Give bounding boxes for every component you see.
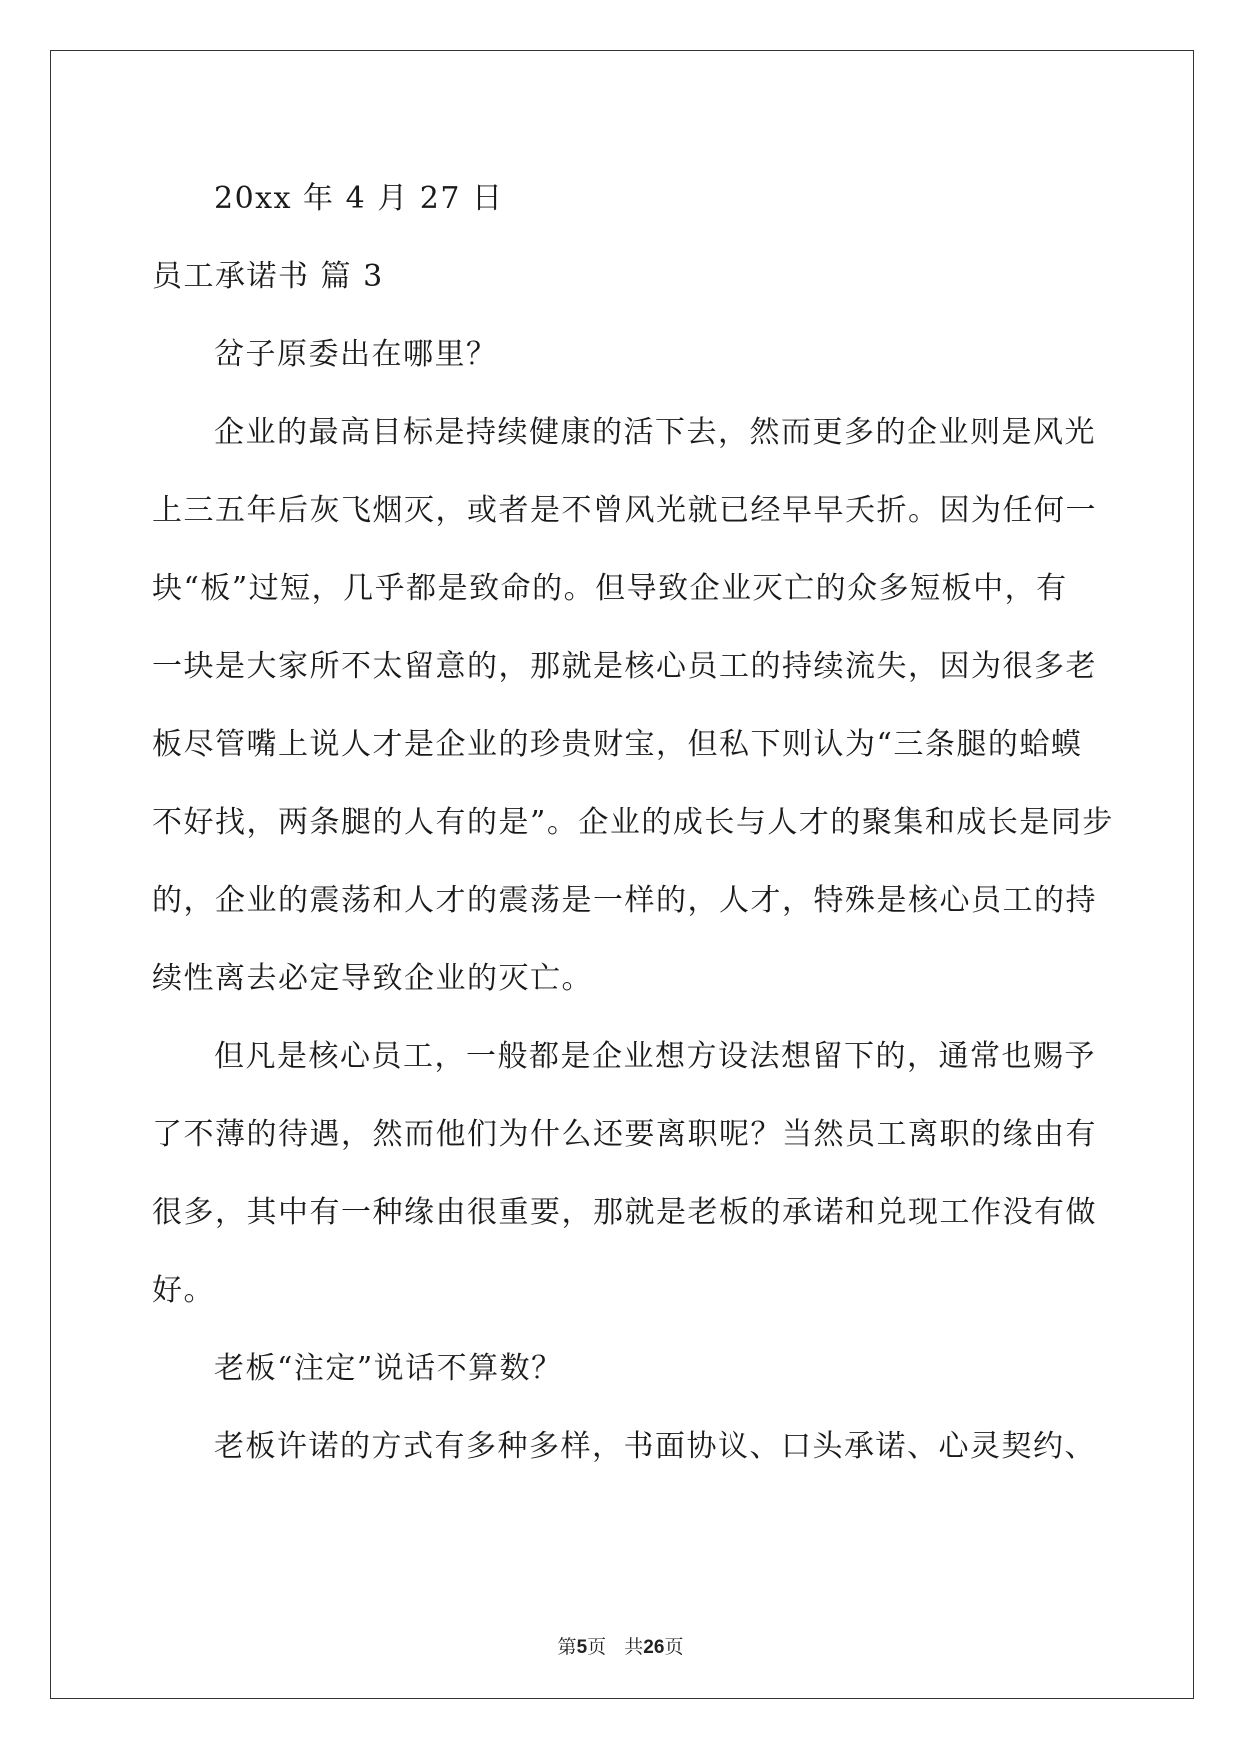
footer-total-suffix: 页 [664, 1636, 684, 1658]
text-line: 好。 [152, 1273, 215, 1308]
section-title: 员工承诺书 篇 3 [152, 259, 384, 294]
text-line: 岔子原委出在哪里？ [214, 337, 498, 372]
document-body [152, 160, 1114, 1486]
text-line: 但凡是核心员工，一般都是企业想方设法想留下的，通常也赐予 [214, 1039, 1096, 1074]
text-line: 上三五年后灰飞烟灭，或者是不曾风光就已经早早夭折。因为任何一 [152, 493, 1097, 528]
text-line: 的，企业的震荡和人才的震荡是一样的，人才，特殊是核心员工的持 [152, 883, 1097, 918]
text-line: 一块是大家所不太留意的，那就是核心员工的持续流失，因为很多老 [152, 649, 1097, 684]
text-line: 很多，其中有一种缘由很重要，那就是老板的承诺和兑现工作没有做 [152, 1195, 1097, 1230]
text-line: 老板许诺的方式有多种多样，书面协议、口头承诺、心灵契约、 [214, 1429, 1096, 1464]
paragraph-lines [152, 316, 1114, 1486]
footer-prefix: 第 [557, 1636, 577, 1658]
text-line: 不好找，两条腿的人有的是”。企业的成长与人才的聚集和成长是同步 [152, 805, 1114, 840]
text-line: 企业的最高目标是持续健康的活下去，然而更多的企业则是风光 [214, 415, 1096, 450]
text-line: 老板“注定”说话不算数？ [214, 1351, 563, 1386]
date-line: 20xx 年 4 月 27 日 [214, 181, 504, 216]
text-line: 块“板”过短，几乎都是致命的。但导致企业灭亡的众多短板中，有 [152, 571, 1068, 606]
footer-total-pages: 26 [643, 1637, 665, 1658]
footer-page-number: 5 [576, 1637, 588, 1658]
text-line: 板尽管嘴上说人才是企业的珍贵财宝，但私下则认为“三条腿的蛤蟆 [152, 727, 1083, 762]
footer-total-prefix: 共 [624, 1636, 644, 1658]
footer-page-suffix: 页 [587, 1636, 607, 1658]
page-footer [0, 1632, 1241, 1659]
text-line: 了不薄的待遇，然而他们为什么还要离职呢？当然员工离职的缘由有 [152, 1117, 1097, 1152]
text-line: 续性离去必定导致企业的灭亡。 [152, 961, 593, 996]
